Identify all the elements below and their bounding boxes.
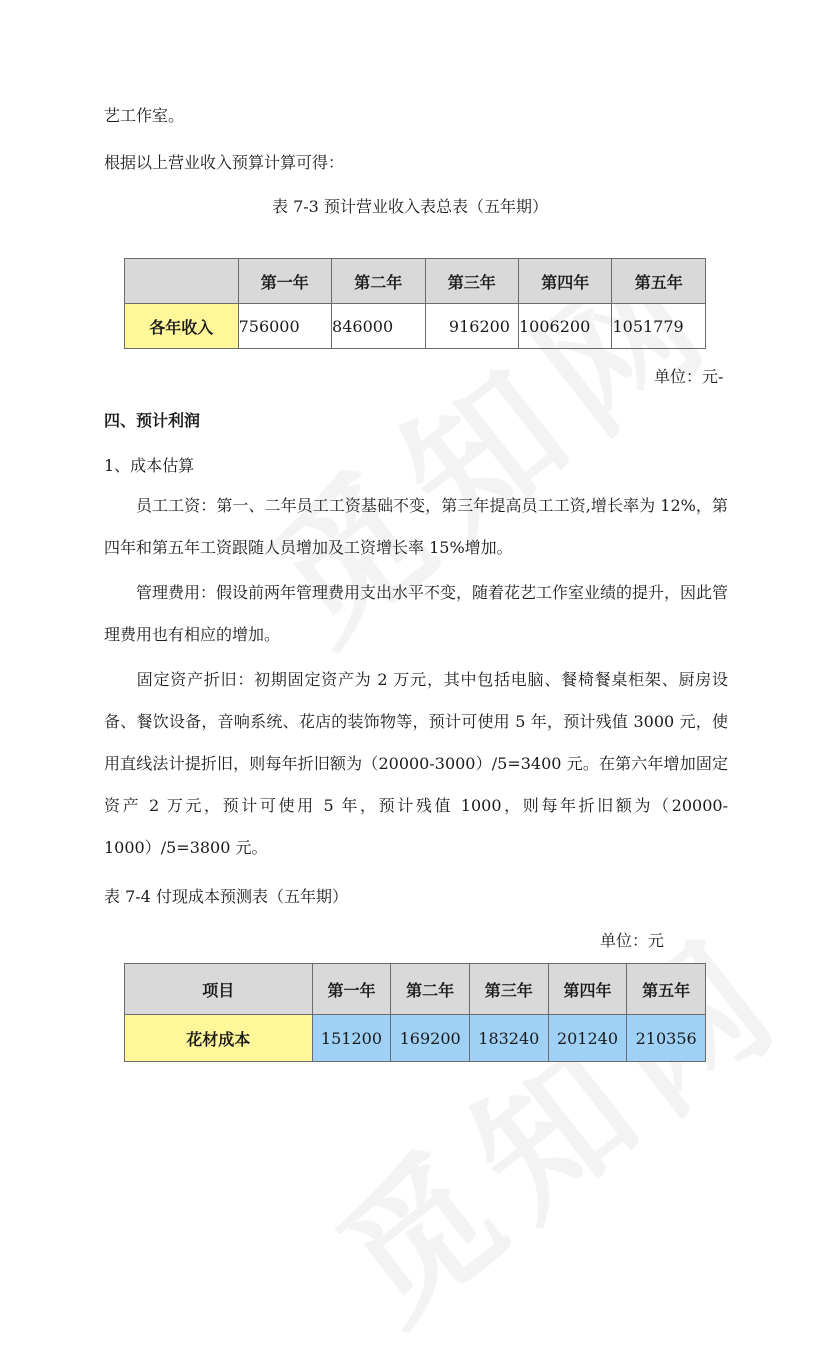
table-cell: 183240: [469, 1015, 548, 1062]
table-header-cell: 第一年: [238, 259, 331, 304]
table-cell: 846000: [332, 304, 425, 349]
table-header-cell: 第四年: [518, 259, 611, 304]
table-cell: 1006200: [518, 304, 611, 349]
table-header-row: [125, 964, 706, 1015]
table-header-cell: [125, 259, 239, 304]
intro-line: 根据以上营业收入预算计算可得：: [104, 153, 345, 172]
cost-table: [124, 963, 706, 1062]
revenue-table: [124, 258, 706, 349]
table-row: [125, 304, 706, 349]
paragraph-text: 员工工资：第一、二年员工工资基础不变，第三年提高员工工资,增长率为 12%，第四年和第五年工资跟随人员增加及工资增长率 15%增加。: [104, 496, 728, 557]
top-line: 艺工作室。: [104, 106, 185, 125]
table-header-row: [125, 259, 706, 304]
table-header-cell: 第三年: [469, 964, 548, 1015]
table-header-cell: 第二年: [391, 964, 470, 1015]
table-header-cell: 第五年: [627, 964, 706, 1015]
table-cell: 1051779: [612, 304, 706, 349]
subsection-heading: 1、成本估算: [104, 456, 195, 475]
paragraph-text: 管理费用：假设前两年管理费用支出水平不变，随着花艺工作室业绩的提升，因此管理费用也有相应的增加。: [104, 583, 729, 644]
paragraph-text: 固定资产折旧：初期固定资产为 2 万元，其中包括电脑、餐椅餐桌柜架、厨房设备、餐饮设备，音响系统、花店的装饰物等，预计可使用 5 年，预计残值 3000 元，使用直线法计提折旧，则每年折旧额为（20000-3000）/5=3400 元。在第六年增加固定资产 2 万元，预计可使用 5 年，预计残值 1000，则每年折旧额为（20000-1000）/5=3800 元。: [104, 670, 728, 857]
table1-caption: 表 7-3 预计营业收入表总表（五年期）: [272, 197, 548, 216]
table2-unit: 单位：元: [600, 931, 665, 950]
table2-caption: 表 7-4 付现成本预测表（五年期）: [104, 887, 348, 906]
section-heading: 四、预计利润: [104, 411, 201, 430]
table-header-cell: 项目: [125, 964, 313, 1015]
table-header-cell: 第二年: [332, 259, 425, 304]
table1-unit: 单位：元-: [654, 367, 724, 386]
table-header-cell: 第三年: [425, 259, 518, 304]
row-label: 花材成本: [125, 1015, 313, 1062]
paragraph-wages: [104, 485, 728, 569]
table-cell: 201240: [548, 1015, 627, 1062]
watermark: [288, 876, 823, 1360]
table-row: [125, 1015, 706, 1062]
table-cell: 169200: [391, 1015, 470, 1062]
paragraph-assets: [104, 659, 728, 869]
table-header-cell: 第五年: [612, 259, 706, 304]
paragraph-management: [104, 572, 728, 656]
table-cell: 151200: [312, 1015, 391, 1062]
table-cell: 916200: [425, 304, 518, 349]
table-header-cell: 第四年: [548, 964, 627, 1015]
table-cell: 210356: [627, 1015, 706, 1062]
table-header-cell: 第一年: [312, 964, 391, 1015]
table-cell: 756000: [238, 304, 331, 349]
row-label: 各年收入: [125, 304, 239, 349]
